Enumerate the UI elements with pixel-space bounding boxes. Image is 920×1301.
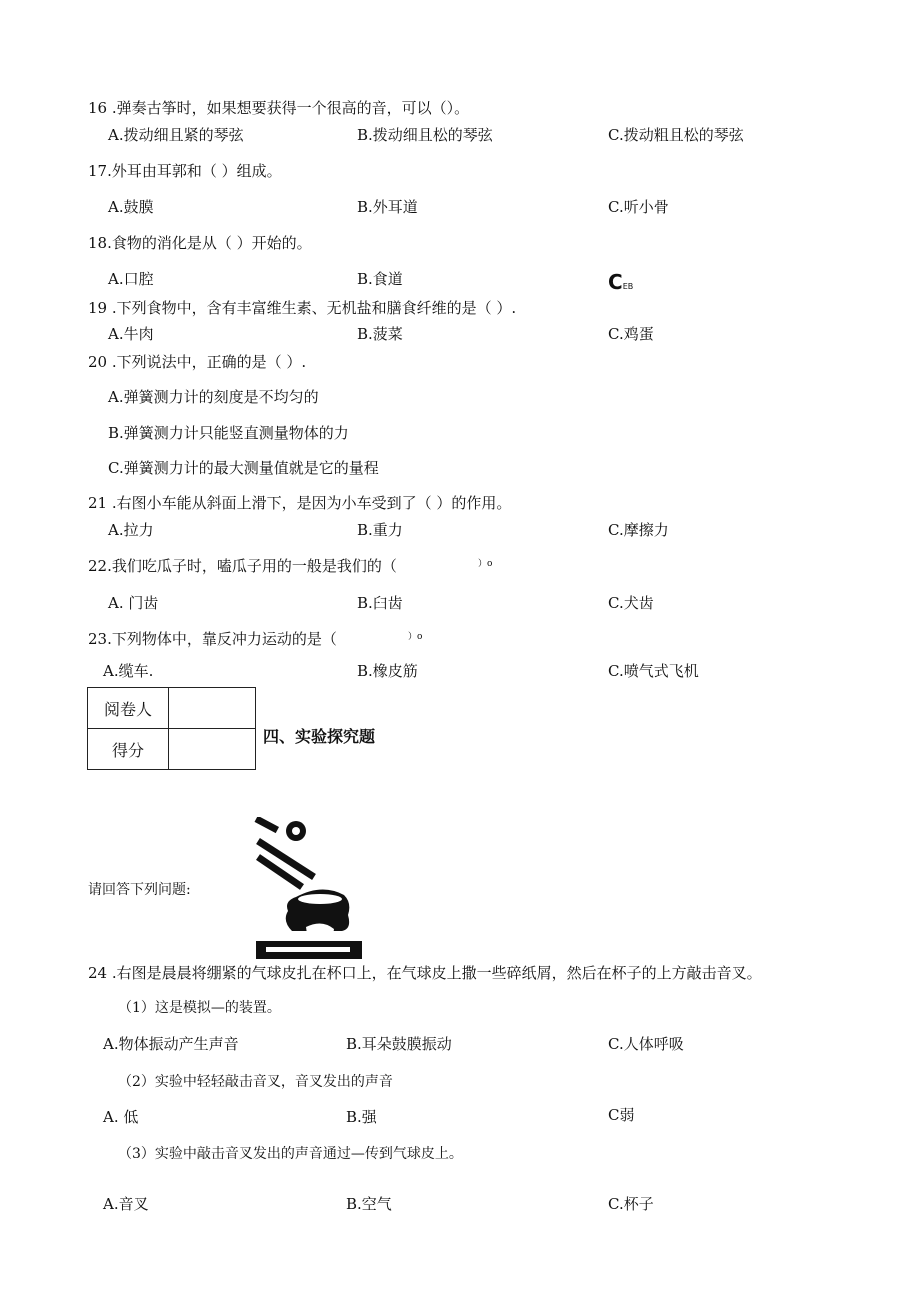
q17-option-c: C.听小骨 (608, 198, 669, 216)
q22-option-a: A. 门齿 (108, 594, 159, 612)
question-21-stem: 21 .右图小车能从斜面上滑下，是因为小车受到了（ ）的作用。 (88, 494, 512, 512)
score-table (87, 687, 256, 770)
q22-option-b: B.臼齿 (357, 594, 403, 612)
question-23-stem: 23.下列物体中，靠反冲力运动的是（ (88, 630, 337, 648)
reviewer-label: 阅卷人 (88, 688, 169, 729)
q21-option-a: A.拉力 (108, 521, 154, 539)
score-blank (169, 729, 256, 770)
q24-1-option-c: C.人体呼吸 (608, 1035, 684, 1053)
question-18-stem: 18.食物的消化是从（ ）开始的。 (88, 234, 312, 252)
q18-option-c-garbled (608, 270, 633, 294)
q16-option-b: B.拨动细且松的琴弦 (357, 126, 493, 144)
q24-1-option-b: B.耳朵鼓膜振动 (346, 1035, 452, 1053)
q24-sub-1: （1）这是模拟—的装置。 (118, 1000, 281, 1016)
question-17-stem: 17.外耳由耳郭和（ ）组成。 (88, 162, 282, 180)
q24-sub-2: （2）实验中轻轻敲击音叉，音叉发出的声音 (118, 1074, 393, 1090)
q18-option-a: A.口腔 (108, 270, 154, 288)
section-title: 四、实验探究题 (263, 727, 376, 746)
q23-stem-tail: ）o (408, 632, 423, 642)
q16-option-c: C.拨动粗且松的琴弦 (608, 126, 744, 144)
q16-option-a: A.拨动细且紧的琴弦 (108, 126, 244, 144)
q22-stem-tail: ）o (478, 559, 493, 569)
q19-option-a: A.牛肉 (108, 325, 154, 343)
reviewer-blank (169, 688, 256, 729)
q18-option-c-residue: EB (622, 282, 634, 291)
question-16-stem: 16 .弹奏古筝时，如果想要获得一个很高的音，可以（）。 (88, 99, 470, 117)
q24-3-option-a: A.音叉 (103, 1195, 149, 1213)
q24-sub-3: （3）实验中敲击音叉发出的声音通过—传到气球皮上。 (118, 1146, 463, 1162)
q18-option-c-letter: C (608, 270, 623, 294)
q24-3-option-c: C.杯子 (608, 1195, 654, 1213)
q24-2-option-c: C弱 (608, 1106, 635, 1124)
q24-1-option-a: A.物体振动产生声音 (103, 1035, 239, 1053)
q24-3-option-b: B.空气 (346, 1195, 392, 1213)
question-19-stem: 19 .下列食物中，含有丰富维生素、无机盐和膳食纤维的是（ ）. (88, 299, 517, 317)
q17-option-b: B.外耳道 (357, 198, 418, 216)
tuning-fork-cup-figure (252, 817, 368, 965)
q21-option-b: B.重力 (357, 521, 403, 539)
prompt-text: 请回答下列问题: (88, 882, 191, 898)
q23-option-c: C.喷气式飞机 (608, 662, 699, 680)
q21-option-c: C.摩擦力 (608, 521, 669, 539)
q20-option-a: A.弹簧测力计的刻度是不均匀的 (108, 388, 319, 406)
q19-option-b: B.菠菜 (357, 325, 403, 343)
question-22-stem: 22.我们吃瓜子时，嗑瓜子用的一般是我们的（ (88, 557, 397, 575)
question-20-stem: 20 .下列说法中，正确的是（ ）. (88, 353, 307, 371)
score-label: 得分 (88, 729, 169, 770)
q20-option-c: C.弹簧测力计的最大测量值就是它的量程 (108, 459, 379, 477)
q20-option-b: B.弹簧测力计只能竖直测量物体的力 (108, 424, 349, 442)
q24-2-option-b: B.强 (346, 1108, 377, 1126)
q24-2-option-a: A. 低 (103, 1108, 139, 1126)
q17-option-a: A.鼓膜 (108, 198, 154, 216)
q18-option-b: B.食道 (357, 270, 403, 288)
q23-option-b: B.橡皮筋 (357, 662, 418, 680)
q23-option-a: A.缆车. (103, 662, 154, 680)
question-24-stem: 24 .右图是晨晨将绷紧的气球皮扎在杯口上，在气球皮上撒一些碎纸屑，然后在杯子的上方敲击音叉。 (88, 964, 762, 982)
q22-option-c: C.犬齿 (608, 594, 654, 612)
q19-option-c: C.鸡蛋 (608, 325, 654, 343)
